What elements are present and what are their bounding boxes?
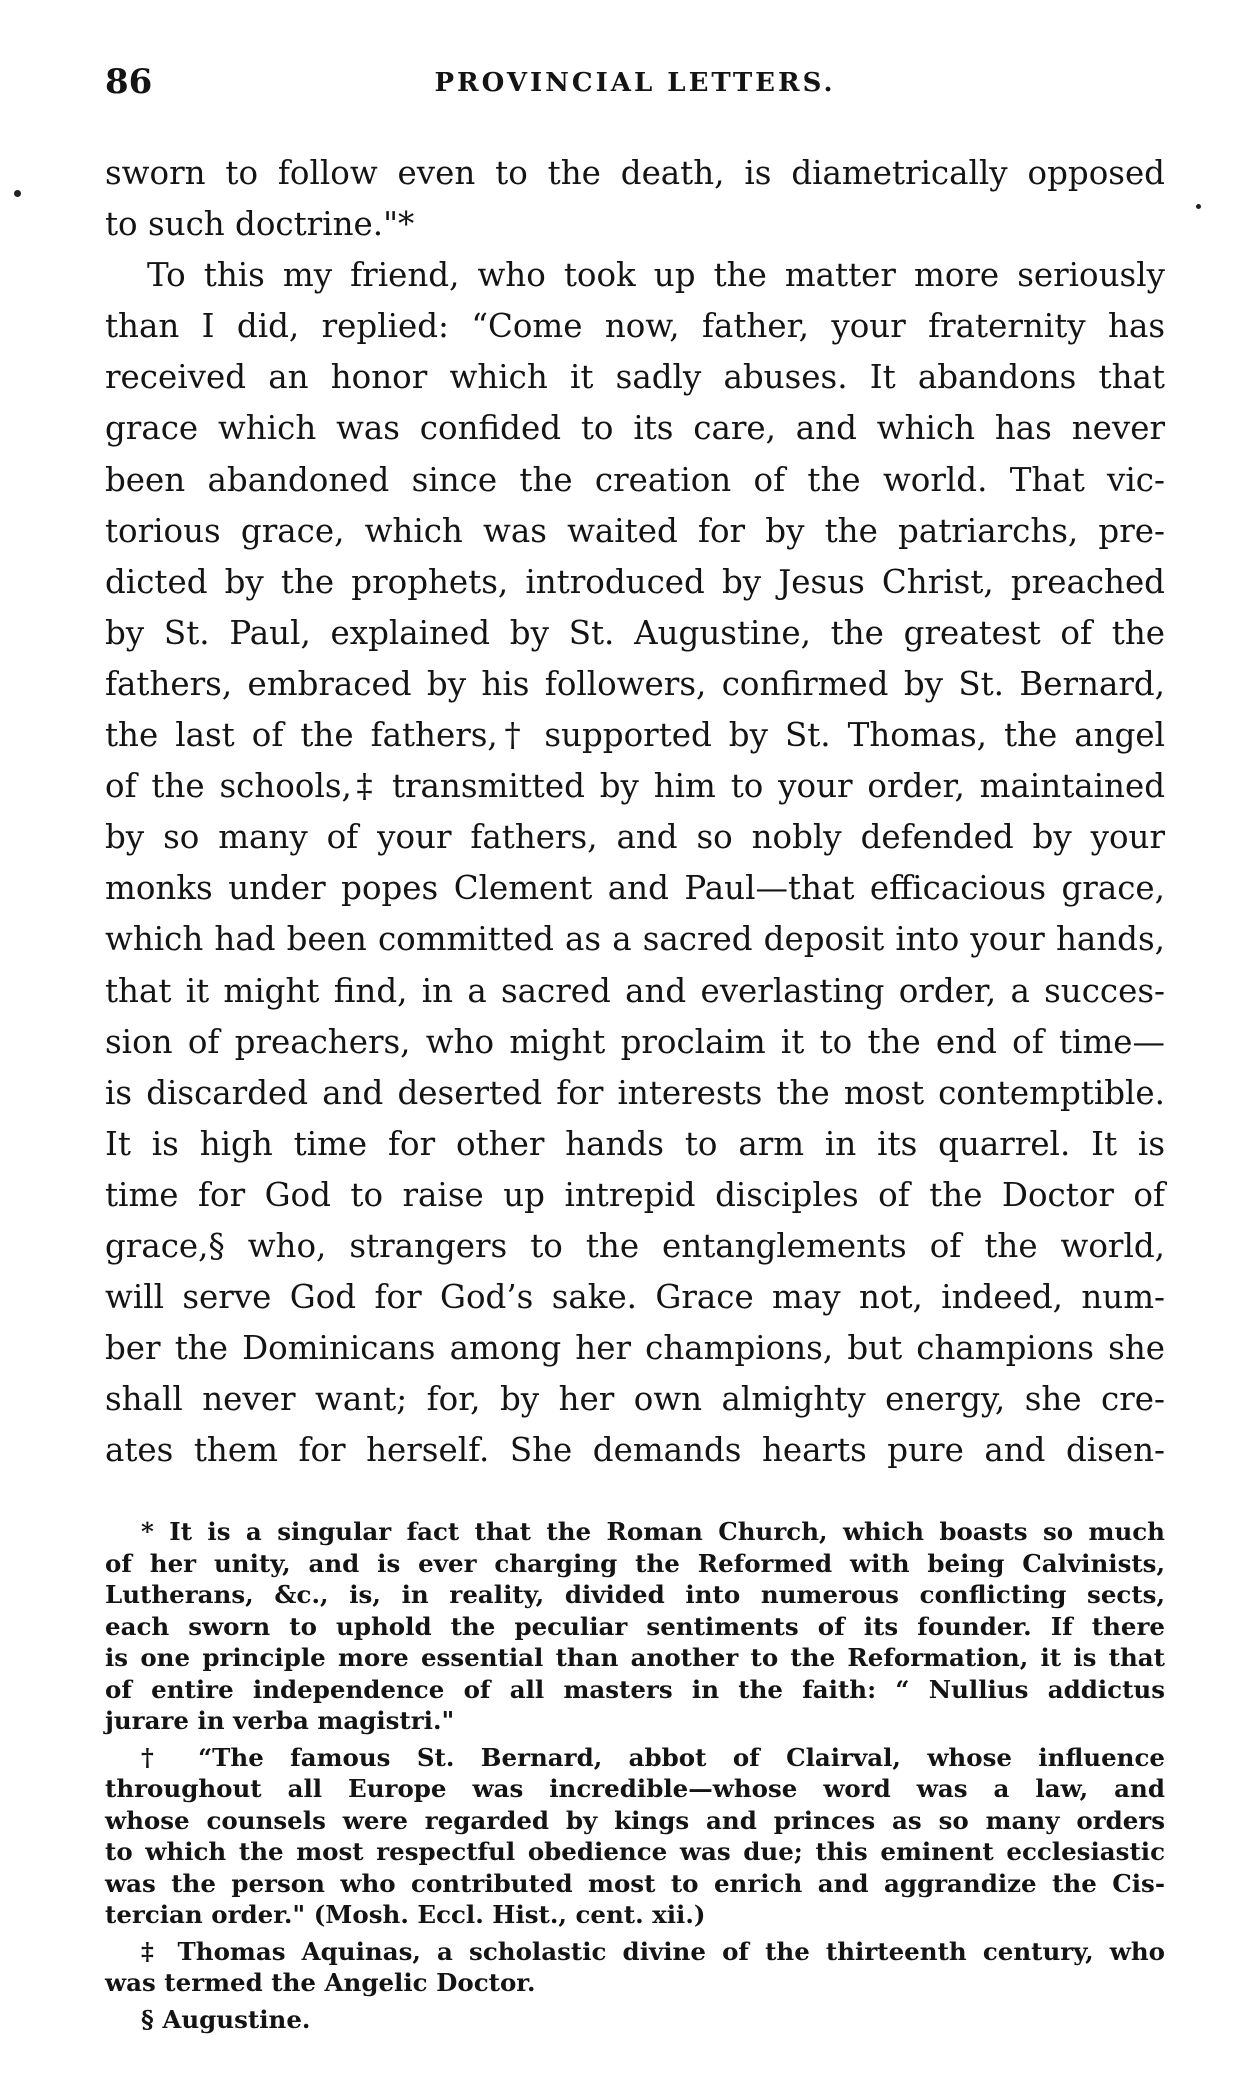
- footnote-line: each sworn to uphold the peculiar sentiments of its founder. If there: [105, 1611, 1165, 1641]
- text-line: dicted by the prophets, introduced by Jesus Christ, preached: [105, 562, 1165, 601]
- text-line: sion of preachers, who might proclaim it to the end of time—: [105, 1022, 1165, 1061]
- text-line: grace,§ who, strangers to the entanglements of the world,: [105, 1226, 1165, 1265]
- ink-speck: [1196, 204, 1201, 209]
- main-text: [105, 148, 1165, 1476]
- text-line: shall never want; for, by her own almighty energy, she cre-: [105, 1380, 1165, 1419]
- footnotes: [105, 1516, 1165, 2035]
- text-line: ber the Dominicans among her champions, but champions she: [105, 1329, 1165, 1368]
- text-line: monks under popes Clement and Paul—that efficacious grace,: [105, 869, 1165, 908]
- page-header: [105, 62, 1165, 112]
- footnote-double-dagger: [105, 1936, 1165, 1999]
- text-line: by so many of your fathers, and so nobly defended by your: [105, 818, 1165, 857]
- text-line: sworn to follow even to the death, is diametrically opposed: [105, 154, 1165, 192]
- text-line: than I did, replied: “Come now, father, your fraternity has: [105, 307, 1165, 346]
- footnote-line: was the person who contributed most to enrich and aggrandize the Cis-: [105, 1868, 1165, 1898]
- text-line: to such doctrine."*: [105, 205, 415, 244]
- ink-speck: [14, 190, 21, 197]
- text-line: is discarded and deserted for interests the most contemptible.: [105, 1073, 1165, 1112]
- footnote-line: of entire independence of all masters in the faith: “ Nullius addictus: [105, 1674, 1165, 1704]
- footnote-line: whose counsels were regarded by kings and princes as so many orders: [105, 1805, 1165, 1835]
- text-line: To this my friend, who took up the matter more seriously: [147, 256, 1165, 295]
- text-line: been abandoned since the creation of the world. That vic-: [105, 460, 1165, 499]
- text-line: will serve God for God’s sake. Grace may not, indeed, num-: [105, 1278, 1165, 1317]
- text-line: It is high time for other hands to arm in its quarrel. It is: [105, 1124, 1165, 1163]
- footnote-line: § Augustine.: [141, 2004, 311, 2034]
- footnote-line: of her unity, and is ever charging the Reformed with being Calvinists,: [105, 1548, 1165, 1578]
- text-line: time for God to raise up intrepid disciples of the Doctor of: [105, 1175, 1165, 1214]
- footnote-star: [105, 1516, 1165, 1737]
- text-line: fathers, embraced by his followers, confirmed by St. Bernard,: [105, 664, 1165, 703]
- footnote-line: tercian order." (Mosh. Eccl. Hist., cent. xii.): [105, 1900, 706, 1929]
- text-line: that it might find, in a sacred and everlasting order, a succes-: [105, 971, 1165, 1010]
- footnote-line: is one principle more essential than another to the Reformation, it is that: [105, 1643, 1165, 1672]
- footnote-line: to which the most respectful obedience was due; this eminent ecclesiastic: [105, 1837, 1165, 1866]
- page-number: 86: [105, 62, 153, 102]
- footnote-line: * It is a singular fact that the Roman Church, which boasts so much: [141, 1517, 1165, 1546]
- text-line: by St. Paul, explained by St. Augustine, the greatest of the: [105, 613, 1165, 652]
- footnote-line: was termed the Angelic Doctor.: [105, 1968, 536, 1997]
- text-line: the last of the fathers,† supported by St. Thomas, the angel: [105, 716, 1165, 755]
- text-line: of the schools,‡ transmitted by him to your order, maintained: [105, 767, 1165, 806]
- footnote-line: Lutherans, &c., is, in reality, divided into numerous conflicting sects,: [105, 1580, 1165, 1609]
- footnote-line: throughout all Europe was incredible—whose word was a law, and: [105, 1774, 1165, 1803]
- footnote-line: † “The famous St. Bernard, abbot of Clairval, whose influence: [141, 1742, 1165, 1772]
- text-line: received an honor which it sadly abuses. It abandons that: [105, 358, 1165, 397]
- running-head: PROVINCIAL LETTERS.: [434, 68, 836, 98]
- text-line: grace which was confided to its care, and which has never: [105, 409, 1165, 448]
- footnote-line: jurare in verba magistri.": [105, 1706, 455, 1735]
- text-line: ates them for herself. She demands hearts pure and disen-: [105, 1431, 1165, 1470]
- footnote-line: ‡ Thomas Aquinas, a scholastic divine of the thirteenth century, who: [141, 1936, 1165, 1966]
- text-line: torious grace, which was waited for by the patriarchs, pre-: [105, 511, 1165, 550]
- footnote-section: [105, 2004, 1165, 2036]
- text-line: which had been committed as a sacred deposit into your hands,: [105, 920, 1165, 959]
- footnote-dagger: [105, 1742, 1165, 1931]
